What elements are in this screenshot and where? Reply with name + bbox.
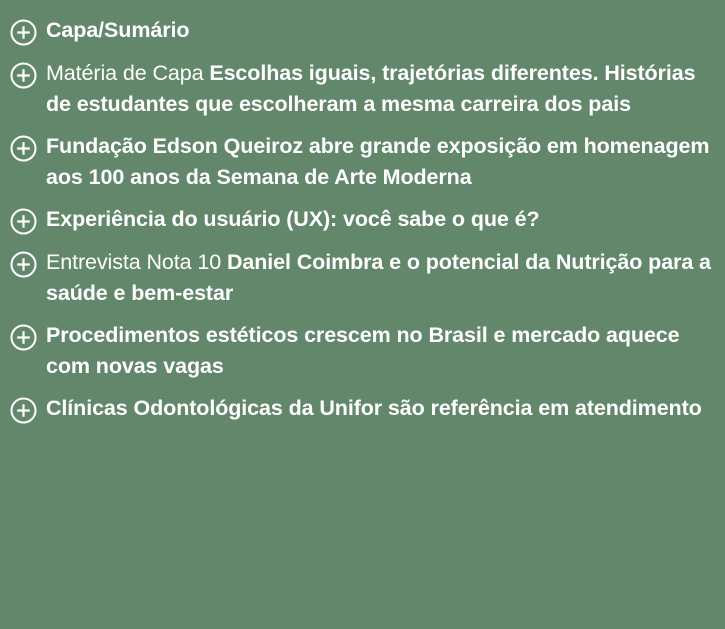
plus-circle-icon[interactable] — [10, 324, 37, 351]
list-item-text — [46, 319, 711, 381]
list-item-text — [46, 246, 711, 308]
list-item[interactable] — [10, 319, 717, 381]
plus-circle-icon[interactable] — [10, 208, 37, 235]
plus-circle-icon[interactable] — [10, 251, 37, 278]
list-item[interactable] — [10, 392, 717, 424]
list-item-title: Experiência do usuário (UX): você sabe o que é? — [46, 207, 540, 232]
list-item[interactable] — [10, 203, 717, 235]
plus-circle-icon[interactable] — [10, 62, 37, 89]
list-item-prefix: Entrevista Nota 10 — [46, 250, 227, 275]
list-item-text — [46, 130, 711, 192]
list-item-title: Procedimentos estéticos crescem no Brasil e mercado aquece com novas vagas — [46, 323, 680, 378]
list-item-text — [46, 203, 540, 235]
list-item[interactable] — [10, 57, 717, 119]
list-item[interactable] — [10, 14, 717, 46]
list-item-text — [46, 392, 702, 424]
list-item-text — [46, 14, 189, 46]
list-item-title: Fundação Edson Queiroz abre grande exposição em homenagem aos 100 anos da Semana de Arte Moderna — [46, 134, 710, 189]
list-item-title: Daniel Coimbra e o potencial da Nutrição para a saúde e bem-estar — [46, 250, 711, 305]
list-item-title: Clínicas Odontológicas da Unifor são referência em atendimento — [46, 396, 702, 421]
list-item-text — [46, 57, 711, 119]
list-item-title: Capa/Sumário — [46, 18, 190, 42]
plus-circle-icon[interactable] — [10, 135, 37, 162]
list-item-prefix: Matéria de Capa — [46, 61, 210, 85]
list-item-title: Escolhas iguais, trajetórias diferentes. Histórias de estudantes que escolheram a mesma carreira dos pais — [46, 61, 696, 116]
list-item[interactable] — [10, 246, 717, 308]
plus-circle-icon[interactable] — [10, 397, 37, 424]
plus-circle-icon[interactable] — [10, 19, 37, 46]
list-item[interactable] — [10, 130, 717, 192]
